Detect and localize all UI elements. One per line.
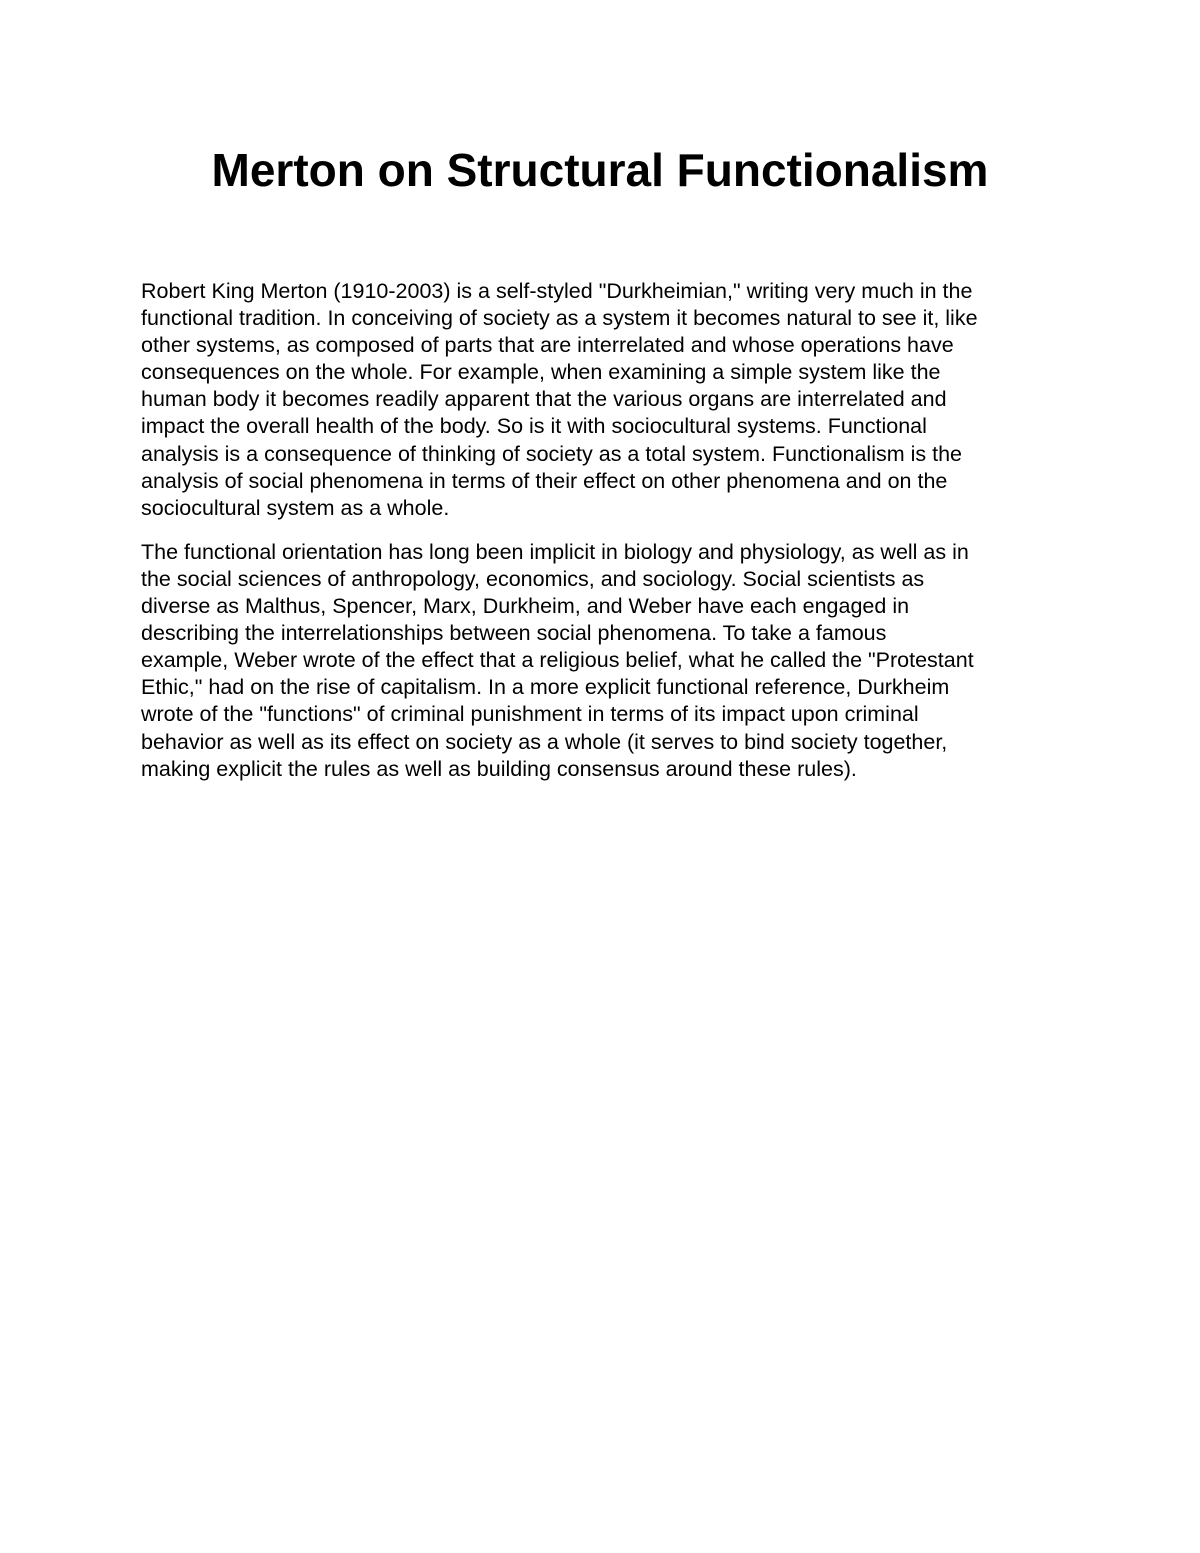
paragraph-line: Robert King Merton (1910-2003) is a self-styled "Durkheimian," writing very much in the <box>141 279 973 303</box>
paragraph-line: Ethic," had on the rise of capitalism. In a more explicit functional reference, Durkheim <box>141 675 950 700</box>
paragraph-line: analysis of social phenomena in terms of their effect on other phenomena and on the <box>141 468 948 493</box>
paragraph-line: The functional orientation has long been implicit in biology and physiology, as well as in <box>141 539 969 564</box>
paragraph-line: impact the overall health of the body. So is it with sociocultural systems. Functional <box>141 414 927 439</box>
paragraph-1 <box>141 278 1071 522</box>
paragraph-line: making explicit the rules as well as building consensus around these rules). <box>141 756 857 781</box>
paragraph-line: analysis is a consequence of thinking of society as a total system. Functionalism is the <box>141 441 962 466</box>
paragraph-line: the social sciences of anthropology, economics, and sociology. Social scientists as <box>141 566 925 591</box>
paragraph-line: human body it becomes readily apparent that the various organs are interrelated and <box>141 387 947 412</box>
paragraph-line: describing the interrelationships between social phenomena. To take a famous <box>141 621 887 646</box>
document-title: Merton on Structural Functionalism <box>211 144 989 196</box>
paragraph-line: behavior as well as its effect on society as a whole (it serves to bind society together, <box>141 729 948 754</box>
paragraph-line: wrote of the "functions" of criminal punishment in terms of its impact upon criminal <box>141 702 919 727</box>
document-body <box>141 278 1071 800</box>
paragraph-line: sociocultural system as a whole. <box>141 495 450 520</box>
paragraph-line: functional tradition. In conceiving of society as a system it becomes natural to see it, like <box>141 306 978 331</box>
paragraph-line: diverse as Malthus, Spencer, Marx, Durkheim, and Weber have each engaged in <box>141 594 910 619</box>
paragraph-line: consequences on the whole. For example, when examining a simple system like the <box>141 360 941 385</box>
paragraph-line: example, Weber wrote of the effect that a religious belief, what he called the "Protestant <box>141 648 974 673</box>
paragraph-2 <box>141 539 1071 783</box>
paragraph-line: other systems, as composed of parts that are interrelated and whose operations have <box>141 333 954 358</box>
